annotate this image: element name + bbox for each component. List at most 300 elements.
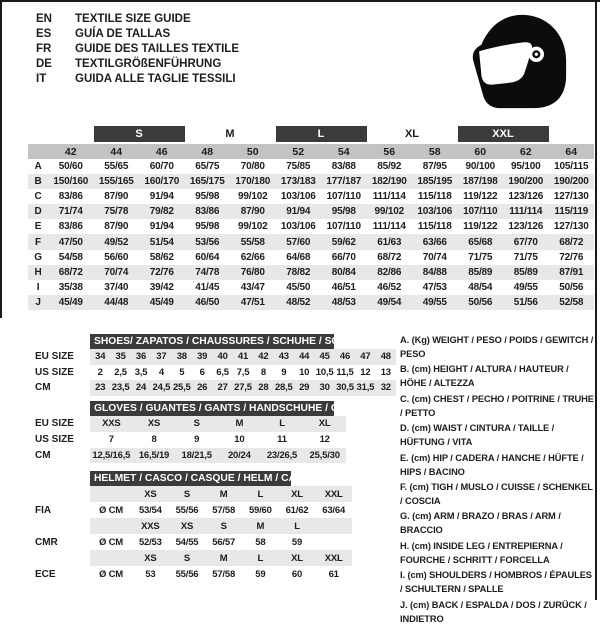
section-cell: 46 <box>339 351 351 363</box>
measure-cell: 182/190 <box>371 176 407 188</box>
measure-row-label: E <box>34 221 42 233</box>
helmet-row <box>90 518 352 534</box>
measure-row-label: F <box>35 236 41 248</box>
section-row-label: FIA <box>35 504 52 516</box>
measure-cell: 190/200 <box>553 176 589 188</box>
language-label: GUIDE DES TAILLES TEXTILE <box>75 43 239 55</box>
measure-cell: 55/65 <box>104 161 129 173</box>
section-cell: 3,5 <box>134 366 148 378</box>
measure-cell: 87/90 <box>104 221 129 233</box>
measure-cell: 51/54 <box>149 236 174 248</box>
gloves-row <box>90 432 346 448</box>
size-number-cell: 62 <box>519 145 532 158</box>
size-number-row <box>28 144 594 159</box>
helmet-row <box>90 550 352 566</box>
measure-cell: 90/100 <box>465 161 495 173</box>
measure-row-g <box>28 250 594 265</box>
section-cell: 53 <box>145 569 156 581</box>
measure-cell: 111/114 <box>372 191 406 203</box>
section-cell: 32 <box>380 382 391 394</box>
helmet-row <box>90 486 352 502</box>
section-cell: 35 <box>115 351 126 363</box>
helmet-row <box>90 502 352 518</box>
section-cell: 58 <box>255 536 266 548</box>
measure-row-e <box>28 219 594 234</box>
shoes-row <box>90 365 396 381</box>
measure-cell: 87/91 <box>559 266 584 278</box>
measure-cell: 83/86 <box>58 221 83 233</box>
section-cell: S <box>183 552 191 564</box>
measure-cell: 65/75 <box>195 161 220 173</box>
gloves-title: GLOVES / GUANTES / GANTS / HANDSCHUHE / GUANTI <box>90 401 334 416</box>
section-cell: 59 <box>291 536 303 548</box>
legend-item: E. (cm) HIP / CADERA / HANCHE / HÜFTE / HIPS / BACINO <box>400 452 584 477</box>
section-cell: 53/54 <box>138 504 162 516</box>
measure-cell: 95/98 <box>331 206 356 218</box>
gloves-row <box>90 448 346 464</box>
section-cell: Ø CM <box>98 504 123 516</box>
measure-cell: 127/130 <box>553 191 589 203</box>
measure-cell: 71/74 <box>58 206 83 218</box>
measure-row-label: I <box>36 281 40 293</box>
measure-cell: 59/62 <box>331 236 356 248</box>
frame-top-border <box>0 0 600 2</box>
measure-cell: 187/198 <box>462 176 498 188</box>
language-code: DE <box>36 58 52 70</box>
size-number-cell: 58 <box>428 145 441 158</box>
section-cell: M <box>219 552 228 564</box>
section-cell: S <box>220 520 227 532</box>
language-label: TEXTILE SIZE GUIDE <box>75 13 191 25</box>
measure-cell: 56/60 <box>104 251 129 263</box>
measure-cell: 54/58 <box>58 251 83 263</box>
measure-cell: 165/175 <box>189 176 225 188</box>
measure-row-label: G <box>34 251 42 263</box>
section-cell: 38 <box>176 351 187 363</box>
size-number-cell: 64 <box>565 145 578 158</box>
legend-item: J. (cm) BACK / ESPALDA / DOS / ZURÜCK / INDIETRO <box>400 599 587 624</box>
measure-cell: 87/90 <box>240 206 265 218</box>
section-cell: 41 <box>237 351 249 363</box>
language-list <box>36 12 239 87</box>
gloves-title-wrap <box>90 401 371 416</box>
legend-item: I. (cm) SHOULDERS / HOMBROS / ÉPAULES / SCHULTERN / SPALLE <box>400 570 592 595</box>
language-row <box>36 42 239 57</box>
section-cell: 63/64 <box>322 504 346 516</box>
section-cell: M <box>235 418 244 430</box>
measure-cell: 111/114 <box>509 206 543 218</box>
measure-cell: 115/118 <box>417 191 452 203</box>
measure-cell: 70/74 <box>104 266 129 278</box>
section-cell: 10 <box>299 366 310 378</box>
section-cell: 55/56 <box>175 569 199 581</box>
measure-row-d <box>28 204 594 219</box>
section-cell: 27 <box>217 382 228 394</box>
measure-cell: 46/51 <box>331 281 356 293</box>
measure-cell: 53/56 <box>195 236 220 248</box>
shoes-row <box>90 380 396 396</box>
section-cell: 16,5/19 <box>138 449 170 461</box>
section-cell: XL <box>291 552 303 564</box>
section-row-label: US SIZE <box>35 366 74 378</box>
size-group-m: M <box>225 128 235 140</box>
language-row <box>36 27 239 42</box>
shoes-row <box>90 349 396 365</box>
measure-cell: 49/52 <box>104 236 129 248</box>
measure-cell: 68/72 <box>377 251 402 263</box>
section-cell: 9 <box>281 366 287 378</box>
measure-cell: 48/53 <box>331 296 356 308</box>
language-row <box>36 72 239 87</box>
measure-cell: 91/94 <box>286 206 311 218</box>
measure-row-a <box>28 159 594 174</box>
section-cell: 10 <box>234 434 245 446</box>
section-cell: Ø CM <box>98 536 123 548</box>
measure-cell: 150/160 <box>53 176 89 188</box>
measure-cell: 52/58 <box>559 296 584 308</box>
measure-cell: 119/122 <box>463 191 498 203</box>
measure-cell: 72/76 <box>559 251 584 263</box>
measure-cell: 64/68 <box>286 251 311 263</box>
measure-row-label: J <box>35 296 41 308</box>
section-cell: 34 <box>95 351 106 363</box>
helmet-row <box>90 534 352 550</box>
measure-cell: 72/76 <box>149 266 174 278</box>
measure-cell: 39/42 <box>149 281 174 293</box>
measure-cell: 49/55 <box>422 296 447 308</box>
section-cell: 29 <box>299 382 310 394</box>
measure-cell: 82/86 <box>377 266 402 278</box>
measure-cell: 49/55 <box>513 281 538 293</box>
section-cell: S <box>183 488 191 500</box>
section-cell: 31,5 <box>356 382 375 394</box>
section-cell: 18/21,5 <box>181 449 212 461</box>
size-number-cell: 44 <box>110 145 123 158</box>
section-cell: 30 <box>319 382 330 394</box>
measure-cell: 119/122 <box>463 221 498 233</box>
measure-cell: 62/66 <box>240 251 265 263</box>
measure-cell: 185/195 <box>417 176 453 188</box>
section-row-label: EU SIZE <box>35 418 74 430</box>
section-cell: 5 <box>179 366 185 378</box>
measure-cell: 44/48 <box>104 296 129 308</box>
section-cell: 2,5 <box>114 366 127 378</box>
measure-cell: 115/118 <box>417 221 452 233</box>
measure-cell: 123/126 <box>508 191 544 203</box>
section-cell: 6 <box>199 366 205 378</box>
shoes-section <box>28 334 396 396</box>
measure-row-label: H <box>34 266 42 278</box>
section-cell: 36 <box>135 351 147 363</box>
section-cell: 25,5/30 <box>309 449 340 461</box>
section-row-label: ECE <box>35 569 56 581</box>
section-cell: 13 <box>380 366 391 378</box>
measure-cell: 63/66 <box>422 236 447 248</box>
measure-cell: 84/88 <box>422 266 447 278</box>
measure-cell: 91/94 <box>149 221 174 233</box>
measure-row-label: D <box>34 206 42 218</box>
section-cell: 39 <box>197 351 208 363</box>
language-label: GUIDA ALLE TAGLIE TESSILI <box>75 73 236 85</box>
measure-cell: 127/130 <box>553 221 589 233</box>
measure-cell: 48/52 <box>286 296 311 308</box>
measure-cell: 123/126 <box>508 221 544 233</box>
size-number-cell: 48 <box>201 145 214 158</box>
measure-cell: 87/90 <box>104 191 129 203</box>
measure-cell: 107/110 <box>463 206 498 218</box>
section-cell: 12 <box>319 434 330 446</box>
measure-cell: 70/74 <box>422 251 447 263</box>
measure-cell: 57/60 <box>286 236 311 248</box>
measure-cell: 177/187 <box>326 176 362 188</box>
section-cell: 4 <box>158 366 164 378</box>
measure-cell: 115/119 <box>554 206 589 218</box>
section-cell: XXS <box>141 520 160 532</box>
legend-item: C. (cm) CHEST / PECHO / POITRINE / TRUHE / PETTO <box>400 393 594 418</box>
measure-cell: 80/84 <box>331 266 356 278</box>
legend-item: A. (Kg) WEIGHT / PESO / POIDS / GEWITCH / PESO <box>400 335 594 359</box>
measure-cell: 99/102 <box>374 206 404 218</box>
section-cell: L <box>257 488 264 500</box>
section-cell: 2 <box>97 366 103 378</box>
size-number-cell: 52 <box>292 145 305 158</box>
measure-cell: 68/72 <box>58 266 83 278</box>
section-cell: 59 <box>255 569 266 581</box>
measure-cell: 60/70 <box>149 161 174 173</box>
helmet-row <box>90 566 352 582</box>
section-cell: 52/53 <box>138 536 162 548</box>
measure-row-j <box>28 295 594 310</box>
section-cell: L <box>279 418 285 430</box>
legend-item: B. (cm) HEIGHT / ALTURA / HAUTEUR / HÖHE / ALTEZZA <box>400 364 569 389</box>
measure-cell: 83/86 <box>58 191 83 203</box>
measure-cell: 99/102 <box>238 221 268 233</box>
section-cell: Ø CM <box>98 569 123 581</box>
language-label: GUÍA DE TALLAS <box>75 28 171 40</box>
measure-cell: 75/85 <box>286 161 311 173</box>
measure-cell: 107/110 <box>326 191 361 203</box>
section-cell: 48 <box>380 351 391 363</box>
helmet-title-wrap <box>90 471 352 486</box>
section-cell: XL <box>318 418 331 430</box>
gloves-row <box>90 416 346 432</box>
measure-cell: 37/40 <box>104 281 129 293</box>
section-cell: 24 <box>135 382 147 394</box>
measure-cell: 103/106 <box>417 206 453 218</box>
measure-cell: 58/62 <box>149 251 174 263</box>
section-cell: 26 <box>197 382 208 394</box>
measure-cell: 160/170 <box>144 176 180 188</box>
section-cell: 30,5 <box>336 382 354 394</box>
section-cell: M <box>219 488 228 500</box>
measure-cell: 45/49 <box>58 296 83 308</box>
measure-cell: 155/165 <box>98 176 134 188</box>
section-row-label: EU SIZE <box>35 351 74 363</box>
section-cell: XS <box>147 418 161 430</box>
section-cell: 61/62 <box>285 504 309 516</box>
legend-item: F. (cm) TIGH / MUSLO / CUISSE / SCHENKEL / COSCIA <box>400 482 593 506</box>
measure-row-label: C <box>34 191 42 203</box>
measure-cell: 50/60 <box>58 161 83 173</box>
measure-cell: 50/56 <box>468 296 493 308</box>
size-number-cell: 50 <box>246 145 259 158</box>
measure-cell: 47/51 <box>240 296 265 308</box>
measure-cell: 83/88 <box>331 161 356 173</box>
measure-row-label: B <box>34 176 42 188</box>
measure-cell: 87/95 <box>422 161 447 173</box>
section-cell: XS <box>180 520 194 532</box>
section-cell: XXL <box>324 552 343 564</box>
section-cell: 60 <box>291 569 303 581</box>
section-cell: 9 <box>194 434 200 446</box>
measure-cell: 71/75 <box>513 251 538 263</box>
measure-cell: 35/38 <box>58 281 83 293</box>
measure-cell: 43/47 <box>240 281 265 293</box>
section-cell: 8 <box>260 366 266 378</box>
measure-cell: 51/56 <box>513 296 538 308</box>
size-group-xl: XL <box>404 128 420 140</box>
section-cell: 47 <box>360 351 371 363</box>
measure-row-i <box>28 280 594 295</box>
section-cell: 45 <box>319 351 330 363</box>
measure-cell: 103/106 <box>280 221 316 233</box>
section-cell: 37 <box>156 351 167 363</box>
size-group-s: S <box>94 126 185 142</box>
measure-cell: 76/80 <box>240 266 265 278</box>
frame-left-border <box>0 0 2 318</box>
section-cell: 28 <box>258 382 269 394</box>
legend-item: H. (cm) INSIDE LEG / ENTREPIERNA / FOURCHE / SCHRITT / FORCELLA <box>400 540 563 565</box>
measure-cell: 95/98 <box>195 221 220 233</box>
section-cell: 59/60 <box>248 504 272 516</box>
measure-cell: 105/115 <box>554 161 589 173</box>
shoes-title: SHOES/ ZAPATOS / CHAUSSURES / SCHUHE / SCARPE <box>90 334 334 349</box>
measure-cell: 85/89 <box>513 266 538 278</box>
section-cell: 57/58 <box>212 569 236 581</box>
section-cell: 10,5 <box>315 366 334 378</box>
section-row-label: US SIZE <box>35 434 74 446</box>
measure-cell: 47/50 <box>58 236 83 248</box>
measure-cell: 95/98 <box>195 191 220 203</box>
measure-row-label: A <box>34 161 42 173</box>
measure-cell: 60/64 <box>195 251 220 263</box>
section-row-label: CM <box>35 449 51 461</box>
measure-cell: 48/54 <box>468 281 493 293</box>
size-number-cell: 46 <box>155 145 168 158</box>
measure-cell: 190/200 <box>508 176 544 188</box>
helmet-title: HELMET / CASCO / CASQUE / HELM / CASCO <box>90 471 291 486</box>
size-group-row <box>28 126 594 142</box>
section-cell: 23,5 <box>111 382 130 394</box>
section-cell: XXL <box>324 488 343 500</box>
section-cell: 40 <box>217 351 228 363</box>
section-cell: 44 <box>299 351 310 363</box>
measure-cell: 79/82 <box>149 206 174 218</box>
section-row-label: CMR <box>35 536 58 548</box>
section-cell: 55/56 <box>175 504 199 516</box>
section-cell: 8 <box>151 434 157 446</box>
measure-cell: 173/183 <box>280 176 316 188</box>
section-cell: 25,5 <box>172 382 191 394</box>
section-cell: 20/24 <box>227 449 251 461</box>
measure-cell: 103/106 <box>280 191 316 203</box>
measure-cell: 46/52 <box>377 281 402 293</box>
measure-cell: 95/100 <box>511 161 541 173</box>
section-cell: 23/26,5 <box>266 449 298 461</box>
section-cell: L <box>294 520 300 532</box>
measure-cell: 75/78 <box>104 206 129 218</box>
legend <box>400 334 596 628</box>
measure-row-c <box>28 189 594 204</box>
section-cell: S <box>193 418 200 430</box>
measure-cell: 170/180 <box>235 176 271 188</box>
measure-cell: 46/50 <box>195 296 220 308</box>
language-code: IT <box>36 73 47 85</box>
measure-cell: 71/75 <box>468 251 493 263</box>
measure-cell: 85/89 <box>468 266 493 278</box>
measure-cell: 83/86 <box>195 206 220 218</box>
measure-cell: 47/53 <box>422 281 447 293</box>
section-cell: 61 <box>328 569 339 581</box>
section-cell: M <box>256 520 265 532</box>
main-size-table <box>28 126 594 310</box>
section-cell: 24,5 <box>152 382 171 394</box>
size-group-xxl: XXL <box>458 126 549 142</box>
helmet-section <box>28 471 352 583</box>
measure-cell: 55/58 <box>240 236 265 248</box>
size-number-cell: 54 <box>337 145 350 158</box>
section-row-label: CM <box>35 382 51 394</box>
measure-cell: 68/72 <box>559 236 584 248</box>
measure-cell: 67/70 <box>513 236 538 248</box>
section-cell: 23 <box>95 382 106 394</box>
section-cell: 7 <box>108 434 114 446</box>
section-cell: 11 <box>277 434 287 446</box>
legend-item: D. (cm) WAIST / CINTURA / TAILLE / HÜFTUNG / VITA <box>400 423 555 448</box>
measure-row-f <box>28 234 594 249</box>
section-cell: 56/57 <box>212 536 236 548</box>
section-cell: 57/58 <box>212 504 236 516</box>
measure-cell: 70/80 <box>240 161 265 173</box>
measure-row-b <box>28 174 594 189</box>
measure-cell: 61/63 <box>377 236 402 248</box>
language-row <box>36 12 239 27</box>
measure-cell: 49/54 <box>377 296 402 308</box>
measure-row-h <box>28 265 594 280</box>
measure-cell: 107/110 <box>326 221 361 233</box>
section-cell: 11,5 <box>336 366 354 378</box>
language-code: EN <box>36 13 52 25</box>
gloves-section <box>28 401 371 463</box>
size-number-cell: 56 <box>383 145 396 158</box>
size-number-cell: 42 <box>64 145 77 158</box>
size-number-cell: 60 <box>474 145 487 158</box>
section-cell: XL <box>291 488 303 500</box>
measure-cell: 99/102 <box>238 191 268 203</box>
measure-cell: 74/78 <box>195 266 220 278</box>
measure-cell: 78/82 <box>286 266 311 278</box>
legend-item: G. (cm) ARM / BRAZO / BRAS / ARM / BRACCIO <box>400 511 561 536</box>
section-cell: XS <box>144 552 157 564</box>
section-cell: XS <box>144 488 157 500</box>
measure-cell: 41/45 <box>195 281 220 293</box>
racing-helmet-icon <box>466 12 572 112</box>
section-cell: 6,5 <box>216 366 229 378</box>
section-cell: 28,5 <box>274 382 293 394</box>
section-cell: 43 <box>278 351 289 363</box>
section-cell: 27,5 <box>234 382 252 394</box>
section-cell: L <box>257 552 264 564</box>
